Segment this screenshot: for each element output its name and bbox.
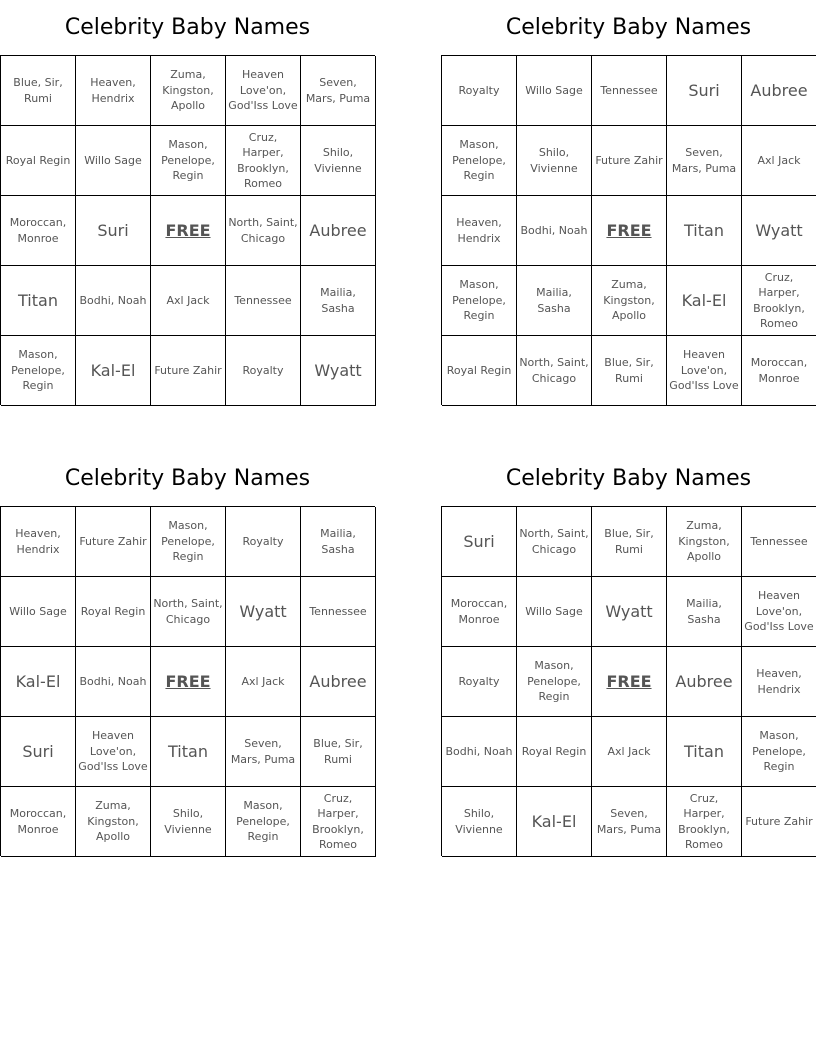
bingo-cell: Mason, Penelope, Regin xyxy=(742,717,816,787)
bingo-cell: Kal-El xyxy=(76,336,151,406)
bingo-cell: Heaven, Hendrix xyxy=(1,507,76,577)
bingo-cell: Royal Regin xyxy=(76,577,151,647)
bingo-cell: Titan xyxy=(151,717,226,787)
bingo-cell: Tennessee xyxy=(592,56,667,126)
bingo-cell: Cruz, Harper, Brooklyn, Romeo xyxy=(742,266,816,336)
bingo-cell: Shilo, Vivienne xyxy=(442,787,517,857)
bingo-cell: Mason, Penelope, Regin xyxy=(517,647,592,717)
bingo-cell: Future Zahir xyxy=(742,787,816,857)
bingo-cell: Aubree xyxy=(301,647,376,717)
bingo-cell: Moroccan, Monroe xyxy=(1,196,76,266)
bingo-cell: Mason, Penelope, Regin xyxy=(151,507,226,577)
bingo-cell: Willo Sage xyxy=(1,577,76,647)
bingo-cell: Zuma, Kingston, Apollo xyxy=(667,507,742,577)
free-space: FREE xyxy=(151,196,226,266)
bingo-cell: Mailia, Sasha xyxy=(517,266,592,336)
bingo-cell: Heaven Love'on, God'Iss Love xyxy=(667,336,742,406)
bingo-cell: Shilo, Vivienne xyxy=(151,787,226,857)
bingo-cell: Titan xyxy=(667,196,742,266)
bingo-cell: Mailia, Sasha xyxy=(667,577,742,647)
card-title: Celebrity Baby Names xyxy=(64,15,311,40)
bingo-card-1 xyxy=(0,0,375,405)
bingo-cell: Blue, Sir, Rumi xyxy=(592,336,667,406)
bingo-cell: Bodhi, Noah xyxy=(76,266,151,336)
bingo-cell: Zuma, Kingston, Apollo xyxy=(76,787,151,857)
bingo-cell: Bodhi, Noah xyxy=(517,196,592,266)
bingo-cell: Heaven Love'on, God'Iss Love xyxy=(742,577,816,647)
bingo-cell: North, Saint, Chicago xyxy=(226,196,301,266)
bingo-cell: Royal Regin xyxy=(517,717,592,787)
bingo-cell: Mason, Penelope, Regin xyxy=(442,266,517,336)
bingo-cell: Wyatt xyxy=(226,577,301,647)
bingo-cell: Axl Jack xyxy=(151,266,226,336)
bingo-grid xyxy=(441,506,816,856)
bingo-cell: Moroccan, Monroe xyxy=(442,577,517,647)
bingo-cell: Blue, Sir, Rumi xyxy=(1,56,76,126)
bingo-cell: Suri xyxy=(1,717,76,787)
bingo-cell: Titan xyxy=(667,717,742,787)
bingo-cell: Suri xyxy=(442,507,517,577)
bingo-cell: Aubree xyxy=(301,196,376,266)
bingo-grid xyxy=(0,506,375,856)
bingo-cell: Kal-El xyxy=(517,787,592,857)
bingo-cell: Future Zahir xyxy=(151,336,226,406)
bingo-cell: Future Zahir xyxy=(76,507,151,577)
bingo-cell: Heaven Love'on, God'Iss Love xyxy=(226,56,301,126)
card-title: Celebrity Baby Names xyxy=(64,466,311,491)
bingo-cell: Royal Regin xyxy=(1,126,76,196)
bingo-cell: Cruz, Harper, Brooklyn, Romeo xyxy=(226,126,301,196)
card-title: Celebrity Baby Names xyxy=(505,466,752,491)
bingo-cell: Blue, Sir, Rumi xyxy=(301,717,376,787)
free-space: FREE xyxy=(592,647,667,717)
bingo-cell: Wyatt xyxy=(301,336,376,406)
bingo-cell: Mason, Penelope, Regin xyxy=(1,336,76,406)
bingo-cell: Heaven, Hendrix xyxy=(76,56,151,126)
bingo-card-2 xyxy=(441,0,816,405)
bingo-cell: Bodhi, Noah xyxy=(442,717,517,787)
bingo-cell: Seven, Mars, Puma xyxy=(226,717,301,787)
bingo-cell: Royalty xyxy=(442,56,517,126)
bingo-cell: North, Saint, Chicago xyxy=(517,507,592,577)
bingo-cell: Royalty xyxy=(226,507,301,577)
free-space: FREE xyxy=(151,647,226,717)
bingo-cell: Moroccan, Monroe xyxy=(742,336,816,406)
bingo-cell: North, Saint, Chicago xyxy=(517,336,592,406)
bingo-cell: Royalty xyxy=(442,647,517,717)
bingo-cell: Mailia, Sasha xyxy=(301,266,376,336)
bingo-cell: Mason, Penelope, Regin xyxy=(442,126,517,196)
bingo-cell: Shilo, Vivienne xyxy=(517,126,592,196)
bingo-cell: Mailia, Sasha xyxy=(301,507,376,577)
bingo-cell: Kal-El xyxy=(667,266,742,336)
bingo-cell: Mason, Penelope, Regin xyxy=(151,126,226,196)
bingo-cell: Zuma, Kingston, Apollo xyxy=(592,266,667,336)
bingo-cell: Heaven, Hendrix xyxy=(742,647,816,717)
bingo-cell: Shilo, Vivienne xyxy=(301,126,376,196)
bingo-cell: Heaven, Hendrix xyxy=(442,196,517,266)
bingo-cell: Moroccan, Monroe xyxy=(1,787,76,857)
bingo-cell: Seven, Mars, Puma xyxy=(667,126,742,196)
bingo-cell: Aubree xyxy=(667,647,742,717)
bingo-cell: North, Saint, Chicago xyxy=(151,577,226,647)
bingo-cell: Kal-El xyxy=(1,647,76,717)
bingo-card-3 xyxy=(0,451,375,856)
bingo-cell: Tennessee xyxy=(742,507,816,577)
bingo-grid xyxy=(0,55,375,405)
bingo-cell: Titan xyxy=(1,266,76,336)
bingo-cell: Cruz, Harper, Brooklyn, Romeo xyxy=(667,787,742,857)
free-space: FREE xyxy=(592,196,667,266)
bingo-cell: Willo Sage xyxy=(76,126,151,196)
bingo-cell: Heaven Love'on, God'Iss Love xyxy=(76,717,151,787)
bingo-cell: Tennessee xyxy=(226,266,301,336)
bingo-cell: Tennessee xyxy=(301,577,376,647)
bingo-cell: Future Zahir xyxy=(592,126,667,196)
bingo-grid xyxy=(441,55,816,405)
bingo-card-4 xyxy=(441,451,816,856)
bingo-cell: Axl Jack xyxy=(226,647,301,717)
bingo-cell: Zuma, Kingston, Apollo xyxy=(151,56,226,126)
bingo-cell: Mason, Penelope, Regin xyxy=(226,787,301,857)
bingo-cell: Seven, Mars, Puma xyxy=(301,56,376,126)
bingo-cell: Suri xyxy=(76,196,151,266)
bingo-cell: Suri xyxy=(667,56,742,126)
bingo-cell: Axl Jack xyxy=(592,717,667,787)
bingo-cell: Axl Jack xyxy=(742,126,816,196)
bingo-cell: Aubree xyxy=(742,56,816,126)
bingo-cell: Willo Sage xyxy=(517,577,592,647)
bingo-cell: Willo Sage xyxy=(517,56,592,126)
bingo-cell: Cruz, Harper, Brooklyn, Romeo xyxy=(301,787,376,857)
bingo-cell: Royalty xyxy=(226,336,301,406)
bingo-cell: Bodhi, Noah xyxy=(76,647,151,717)
bingo-cell: Wyatt xyxy=(742,196,816,266)
card-title: Celebrity Baby Names xyxy=(505,15,752,40)
bingo-cell: Royal Regin xyxy=(442,336,517,406)
bingo-cell: Seven, Mars, Puma xyxy=(592,787,667,857)
bingo-cell: Blue, Sir, Rumi xyxy=(592,507,667,577)
bingo-cell: Wyatt xyxy=(592,577,667,647)
